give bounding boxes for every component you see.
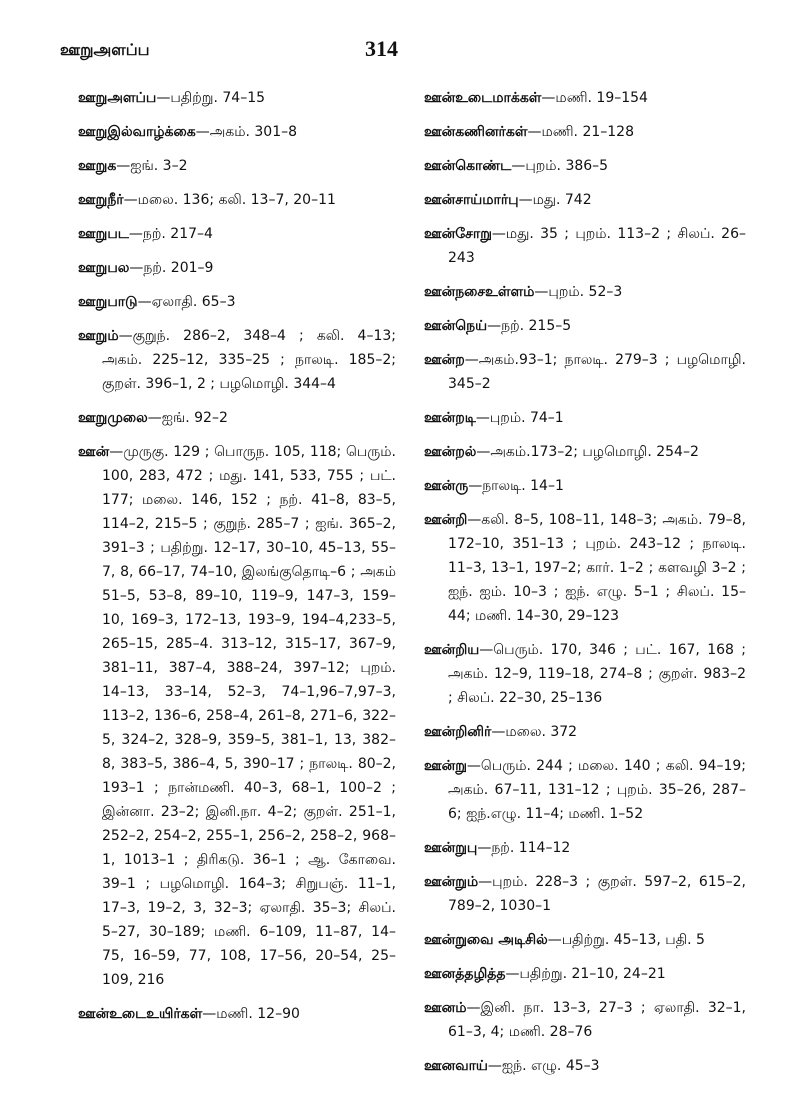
index-entry (424, 222, 746, 270)
index-entry (78, 290, 396, 314)
index-entry (424, 348, 746, 396)
entry-headword: ஊன்ரு (424, 478, 469, 494)
index-entry (424, 720, 746, 744)
index-entry (424, 836, 746, 860)
index-entry (78, 86, 396, 110)
entry-references: —அகம்.173–2; பழமொழி. 254–2 (476, 444, 699, 460)
entry-headword: ஊறுபட (78, 226, 129, 242)
entry-headword: ஊன்நசைஉள்ளம் (424, 284, 535, 300)
entry-references: —நாலடி. 14–1 (468, 478, 564, 494)
index-entry (424, 188, 746, 212)
entry-references: —அகம். 301–8 (195, 124, 298, 140)
entry-headword: ஊன்றிய (424, 642, 480, 658)
index-entry (424, 1054, 746, 1078)
index-entry (78, 188, 396, 212)
entry-references: —நற். 114–12 (477, 840, 571, 856)
entry-references: —அகம்.93–1; நாலடி. 279–3 ; பழமொழி. 345–2 (448, 352, 746, 392)
entry-references: —புறம். 386–5 (511, 158, 609, 174)
entry-references: —பதிற்று. 21–10, 24–21 (505, 966, 666, 982)
entry-references: —ஐங். 92–2 (147, 410, 228, 426)
entry-references: —ஐங். 3–2 (116, 158, 188, 174)
entry-headword: ஊறும் (78, 328, 119, 344)
entry-headword: ஊன்உடைமாக்கள் (424, 90, 542, 106)
index-entry (78, 256, 396, 280)
entry-references: —குறுந். 286–2, 348–4 ; கலி. 4–13; அகம். 225–12, 335–25 ; நாலடி. 185–2; குறள். 396–1, 2 ; பழமொழி. 344–4 (102, 328, 396, 392)
index-entry (424, 870, 746, 918)
entry-headword: ஊறுநீர் (78, 192, 124, 208)
index-entry (424, 86, 746, 110)
entry-headword: ஊன்ற (424, 352, 465, 368)
index-entry (424, 962, 746, 986)
left-column (78, 86, 396, 1036)
entry-headword: ஊறுபாடு (78, 294, 138, 310)
index-entry (78, 440, 396, 992)
entry-references: —மணி. 21–128 (527, 124, 634, 140)
entry-references: —பெரும். 170, 346 ; பட். 167, 168 ; அகம். 12–9, 119–18, 274–8 ; குறள். 983–2 ; சிலப். 22–30, 25–136 (448, 642, 746, 706)
entry-headword: ஊன் (78, 444, 110, 460)
entry-references: —மது. 35 ; புறம். 113–2 ; சிலப். 26–243 (448, 226, 746, 266)
entry-references: —மணி. 19–154 (541, 90, 648, 106)
entry-references: —நற். 201–9 (129, 260, 214, 276)
entry-headword: ஊறுமுலை (78, 410, 148, 426)
entry-references: —புறம். 52–3 (534, 284, 623, 300)
entry-references: —கலி. 8–5, 108–11, 148–3; அகம். 79–8, 172–10, 351–13 ; புறம். 243–12 ; நாலடி. 11–3, 13–1, 197–2; கார். 1–2 ; களவழி 3–2 ; ஐந். ஐம். 10–3 ; ஐந். எழு. 5–1 ; சிலப். 15–44; மணி. 14–30, 29–123 (448, 512, 746, 624)
entry-headword: ஊறுஅளப்ப (78, 90, 157, 106)
index-entry (424, 314, 746, 338)
entry-headword: ஊன்றல் (424, 444, 477, 460)
entry-headword: ஊன்கணினர்கள் (424, 124, 528, 140)
entry-headword: ஊன்றுபு (424, 840, 478, 856)
entry-references: —இனி. நா. 13–3, 27–3 ; ஏலாதி. 32–1, 61–3, 4; மணி. 28–76 (448, 1000, 746, 1040)
index-entry (78, 324, 396, 396)
entry-references: —நற். 217–4 (128, 226, 213, 242)
index-entry (424, 996, 746, 1044)
entry-headword: ஊன்று (424, 758, 467, 774)
entry-references: —ஐந். எழு. 45–3 (487, 1058, 600, 1074)
running-head: ஊறுஅளப்ப (60, 40, 150, 59)
index-entry (78, 406, 396, 430)
entry-headword: ஊன்றி (424, 512, 468, 528)
right-column (424, 86, 746, 1088)
entry-headword: ஊறுபல (78, 260, 130, 276)
entry-headword: ஊன்சோறு (424, 226, 492, 242)
index-entry (424, 508, 746, 628)
entry-headword: ஊனத்தழித்த (424, 966, 506, 982)
entry-headword: ஊன்றுவை அடிசில் (424, 932, 548, 948)
entry-references: —மலை. 372 (491, 724, 578, 740)
index-entry (424, 120, 746, 144)
entry-headword: ஊறுக (78, 158, 117, 174)
page-number: 314 (365, 36, 398, 61)
entry-references: —புறம். 74–1 (475, 410, 564, 426)
index-entry (424, 474, 746, 498)
index-entry (424, 440, 746, 464)
index-entry (78, 154, 396, 178)
entry-references: —மது. 742 (518, 192, 592, 208)
entry-headword: ஊனம் (424, 1000, 467, 1016)
entry-references: —பதிற்று. 45–13, பதி. 5 (547, 932, 705, 948)
entry-headword: ஊன்றினிர் (424, 724, 492, 740)
entry-references: —ஏலாதி. 65–3 (137, 294, 236, 310)
entry-headword: ஊன்சாய்மார்பு (424, 192, 519, 208)
index-entry (424, 406, 746, 430)
entry-headword: ஊன்கொண்ட (424, 158, 512, 174)
entry-headword: ஊன்றும் (424, 874, 479, 890)
index-entry (78, 120, 396, 144)
entry-references: —நற். 215–5 (487, 318, 572, 334)
index-entry (424, 754, 746, 826)
index-entry (424, 928, 746, 952)
index-entry (424, 280, 746, 304)
index-entry (78, 222, 396, 246)
entry-headword: ஊனவாய் (424, 1058, 488, 1074)
entry-references: —பதிற்று. 74–15 (156, 90, 266, 106)
entry-references: —புறம். 228–3 ; குறள். 597–2, 615–2, 789–2, 1030–1 (448, 874, 746, 914)
index-entry (424, 638, 746, 710)
entry-headword: ஊன்றடி (424, 410, 476, 426)
entry-headword: ஊன்நெய் (424, 318, 488, 334)
entry-references: —பெரும். 244 ; மலை. 140 ; கலி. 94–19; அகம். 67–11, 131–12 ; புறம். 35–26, 287–6; ஐந்.எழு. 11–4; மணி. 1–52 (448, 758, 746, 822)
entry-headword: ஊறுஇல்வாழ்க்கை (78, 124, 196, 140)
entry-references: —மணி. 12–90 (202, 1006, 300, 1022)
entry-references: —முருகு. 129 ; பொருந. 105, 118; பெரும். 100, 283, 472 ; மது. 141, 533, 755 ; பட். 177; மலை. 146, 152 ; நற். 41–8, 83–5, 114–2, 215–5 ; குறுந். 285–7 ; ஐங். 365–2, 391–3 ; பதிற்று. 12–17, 30–10, 45–13, 55–7, 8, 66–17, 74–10, இலங்குதொடி–6 ; அகம் 51–5, 53–8, 89–10, 119–9, 147–3, 159–10, 169–3, 172–13, 193–9, 194–4,233–5, 265–15, 285–4. 313–12, 315–17, 367–9, 381–11, 387–4, 388–24, 397–12; புறம். 14–13, 33–14, 52–3, 74–1,96–7,97–3, 113–2, 136–6, 258–4, 261–8, 271–6, 322–5, 324–2, 328–9, 359–5, 381–1, 13, 382–8, 383–5, 386–4, 5, 390–17 ; நாலடி. 80–2, 193–1 ; நான்மணி. 40–3, 68–1, 100–2 ; இன்னா. 23–2; இனி.நா. 4–2; குறள். 251–1, 252–2, 254–2, 255–1, 256–2, 258–2, 968–1, 1013–1 ; திரிகடு. 36–1 ; ஆ. கோவை. 39–1 ; பழமொழி. 164–3; சிறுபஞ். 11–1, 17–3, 19–2, 3, 32–3; ஏலாதி. 35–3; சிலப். 5–27, 30–189; மணி. 6–109, 11–87, 14–75, 16–59, 77, 108, 17–56, 20–54, 25–109, 216 (102, 444, 396, 988)
index-entry (424, 154, 746, 178)
index-entry (78, 1002, 396, 1026)
entry-references: —மலை. 136; கலி. 13–7, 20–11 (123, 192, 336, 208)
entry-headword: ஊன்உடைஉயிர்கள் (78, 1006, 203, 1022)
